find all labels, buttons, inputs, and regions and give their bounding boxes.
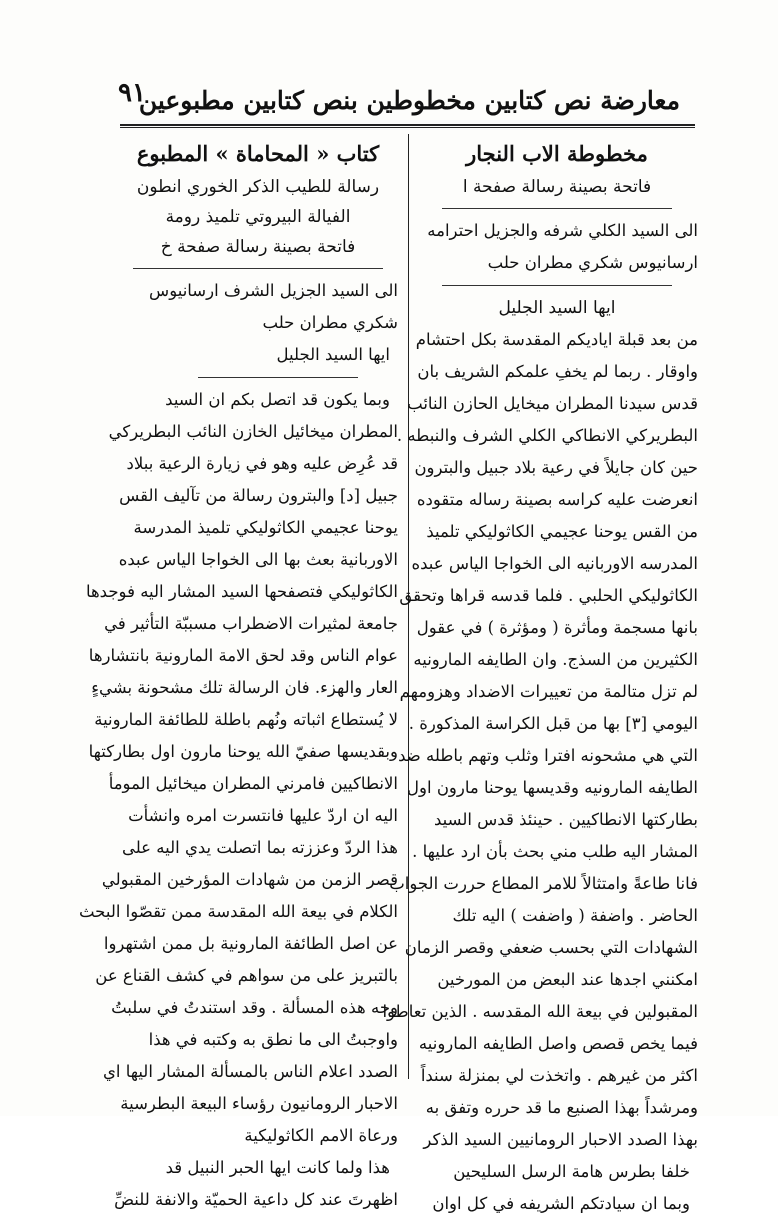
text-line: الحاضر . واضفة ( واضفت ) اليه تلك [452,906,698,925]
text-line: من بعد قبلة اياديكم المقدسة بكل احتشام [415,330,698,349]
text-line: بانها مسجمة ومأثرة ( ومؤثرة ) في عقول [416,618,698,637]
text-line: البطريركي الانطاكي الكلي الشرف والنبطه . [396,426,698,445]
text-line: الكاثوليكي الحلبي . فلما قدسه قراها وتحقق [399,586,698,605]
text-line: هذا الردّ وعززته بما اتصلت يدي اليه على [121,838,398,857]
text-line: الاوربانية بعث بها الى الخواجا الياس عبده [118,550,398,569]
manuscript-title: مخطوطة الاب النجار [466,141,648,166]
section-rule [133,268,383,269]
text-line: اليومي [٣] بها من قبل الكراسة المذكورة . [408,714,698,733]
text-line: لم تزل متالمة من تعييرات الاضداد وهزومهم [399,682,698,701]
text-line: الكثيرين من السذج. وان الطايفه المارونيه [413,650,698,669]
text-line: قصر الزمن من شهادات المؤرخين المقبولي [101,870,398,889]
text-line: الكاثوليكي فتصفحها السيد المشار اليه فوجدها [85,582,398,601]
text-line: ورعاة الامم الكاثوليكية [244,1126,398,1145]
text-line: فيما يخص قصص واصل الطايفه المارونيه [418,1034,698,1053]
text-line: حين كان جايلاً في رعية بلاد جبيل والبترون [414,458,698,477]
page-header [120,78,680,122]
text-line: وبقديسها صفيّ الله يوحنا مارون اول بطاركتها [88,742,398,761]
page-number: ٩١ [118,78,146,108]
text-line: واوجبتُ الى ما نطق به وكتبه في هذا [148,1030,398,1049]
text-line: المطران ميخائيل الخازن النائب البطريركي [108,422,398,441]
printed-subtitle-line: الفيالة البيروتي تلميذ رومة [165,207,351,227]
text-line: اظهرتَ عند كل داعية الحميّة والانفة للنضِّ [114,1190,398,1209]
text-line: يوحنا عجيمي الكاثوليكي تلميذ المدرسة [133,518,398,537]
text-line: هذا ولما كانت ايها الحبر النبيل قد [165,1158,390,1177]
text-line: التي هي مشحونه افترا وثلب وتهم باطله ضد [398,746,698,765]
text-line: الكلام في بيعة الله المقدسة ممن تقصّوا البحث [78,902,398,921]
text-line: العار والهزء. فان الرسالة تلك مشحونة بشيءٍ [91,678,398,697]
text-line: الطايفه المارونيه وقديسها يوحنا مارون اول [407,778,698,797]
text-line: عوام الناس وقد لحق الامة المارونية بانتشارها [88,646,398,665]
text-line: واوقار . ربما لم يخفِ علمكم الشريف بان [417,362,698,381]
manuscript-subtitle: فاتحة بصينة رسالة صفحة ا [462,177,652,197]
text-line: اكثر من غيرهم . واتخذت لي بمنزلة سنداً [420,1066,698,1085]
text-line: ومرشداً بهذا الصنيع ما قد حرره وتفق به [425,1098,698,1117]
text-line: المدرسه الاوربانيه الى الخواجا الياس عبده [411,554,698,573]
text-line: قدس سيدنا المطران ميخايل الحازن النائب [407,394,698,413]
greeting: ايها السيد الجليل [276,345,390,364]
printed-title: كتاب « المحاماة » المطبوع [136,141,380,166]
printed-subtitle-line: رسالة للطيب الذكر الخوري انطون [136,177,380,197]
text-line: الشهادات التي بحسب ضعفي وقصر الزمان [404,938,698,957]
text-line: بالتبريز على من سواهم في كشف القناع عن [95,966,398,985]
section-rule [442,208,672,209]
address-line: الى السيد الجزيل الشرف ارسانيوس [149,281,398,300]
address-line: الى السيد الكلي شرفه والجزيل احترامه [427,221,698,240]
section-rule [442,285,672,286]
address-line: شكري مطران حلب [262,313,398,332]
text-line: بهذا الصدد الاحبار الرومانيين السيد الذكر [423,1130,698,1149]
text-line: اليه ان اردّ عليها فانتسرت امره وانشأت [128,806,398,825]
text-line: عن اصل الطائفة المارونية بل ممن اشتهروا [103,934,398,953]
text-line: انعرضت عليه كراسه بصينة رساله متقوده [416,490,698,509]
text-line: لا يُستطاع اثباته ونُهم باطلة للطائفة المارونية [94,710,398,729]
text-line: خلفا بطرس هامة الرسل السليحين [453,1162,690,1181]
text-line: من القس يوحنا عجيمي الكاثوليكي تلميذ [426,522,698,541]
text-line: الصدد اعلام الناس بالمسألة المشار اليها اي [102,1062,398,1081]
manuscript-column [382,136,698,1220]
text-line: قد عُرِض عليه وهو في زيارة الرعية ببلاد [126,454,398,473]
text-line: المقبولين في بيعة الله المقدسه . الذين تعاطوا [382,1002,698,1021]
text-line: وجه هذه المسألة . وقد استندتُ في سلبتُ [111,998,398,1017]
text-line: المشار اليه طلب مني بحث بأن ارد عليها . [412,842,698,861]
greeting: ايها السيد الجليل [498,298,616,318]
text-line: جامعة لمثيرات الاضطراب مسببّة التأثير في [104,614,398,633]
printed-subtitle-line: فاتحة بصينة رسالة صفحة خ [160,237,356,257]
text-line: بطاركتها الانطاكيين . حينئذ قدس السيد [433,810,698,829]
text-line: وبما يكون قد اتصل بكم ان السيد [165,390,390,409]
address-line: ارسانيوس شكري مطران حلب [487,253,698,272]
printed-body [78,384,398,1216]
text-line: امكنني اجدها عند البعض من المورخين [437,970,698,989]
printed-column [78,136,398,1216]
text-line: جبيل [د] والبترون رسالة من تآليف القس [119,486,398,505]
manuscript-body [382,324,698,1220]
section-rule [198,377,358,378]
text-line: الانطاكيين فامرني المطران ميخائيل المومأ [108,774,398,793]
header-rule-thin [120,127,695,128]
text-line: فانا طاعةً وامتثالاً للامر المطاع حررت الجواب [389,874,698,893]
text-line: الاحبار الرومانيون رؤساء البيعة البطرسية [120,1094,398,1113]
text-line: وبما ان سيادتكم الشريفه في كل اوان [432,1194,690,1213]
running-title: معارضة نص كتابين مخطوطين بنص كتابين مطبوعين [138,85,680,115]
header-rule [120,124,695,126]
